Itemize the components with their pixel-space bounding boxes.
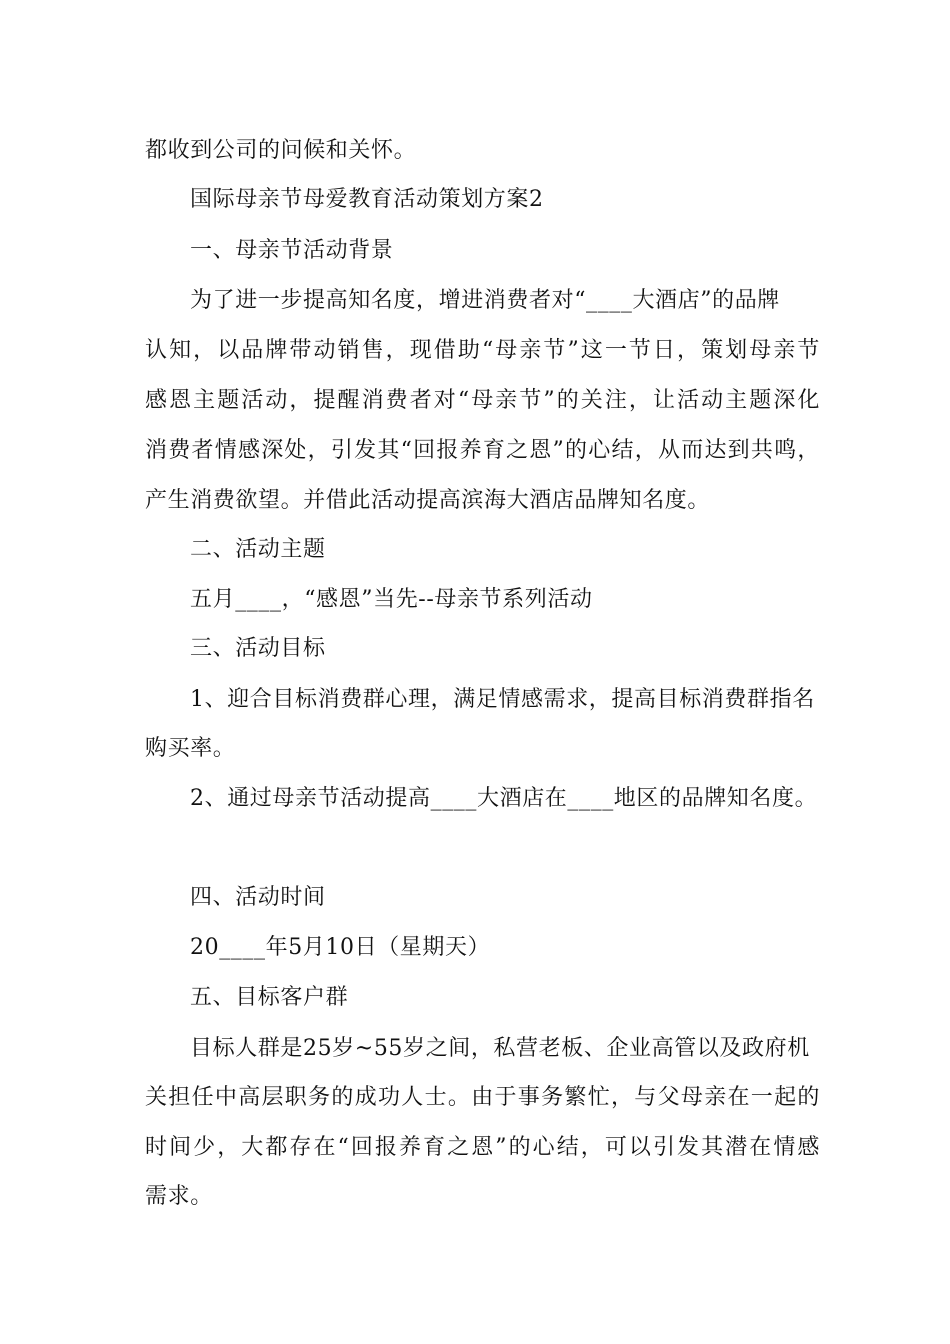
heading-background: 一、母亲节活动背景 bbox=[190, 238, 394, 263]
event-date: 20____年5月10日（星期天） bbox=[190, 935, 491, 960]
body-text-line: 购买率。 bbox=[145, 736, 236, 761]
body-text-line: 消费者情感深处，引发其“回报养育之恩”的心结，从而达到共鸣， bbox=[145, 438, 820, 463]
heading-goals: 三、活动目标 bbox=[190, 636, 326, 661]
body-text-line: 感恩主题活动，提醒消费者对“母亲节”的关注，让活动主题深化 bbox=[145, 388, 820, 413]
section-title: 国际母亲节母爱教育活动策划方案2 bbox=[190, 187, 544, 212]
goal-item: 2、通过母亲节活动提高____大酒店在____地区的品牌知名度。 bbox=[190, 786, 818, 811]
goal-item: 1、迎合目标消费群心理，满足情感需求，提高目标消费群指名 bbox=[190, 687, 815, 712]
body-text-line: 都收到公司的问候和关怀。 bbox=[145, 138, 417, 163]
body-text-line: 产生消费欲望。并借此活动提高滨海大酒店品牌知名度。 bbox=[145, 488, 711, 513]
heading-target-customers: 五、目标客户群 bbox=[190, 985, 349, 1010]
body-text-line: 时间少，大都存在“回报养育之恩”的心结，可以引发其潜在情感 bbox=[145, 1135, 820, 1160]
theme-text: 五月____，“感恩”当先--母亲节系列活动 bbox=[190, 587, 593, 612]
body-text-line: 关担任中高层职务的成功人士。由于事务繁忙，与父母亲在一起的 bbox=[145, 1085, 820, 1110]
body-text-line: 为了进一步提高知名度，增进消费者对“____大酒店”的品牌 bbox=[190, 288, 780, 313]
heading-time: 四、活动时间 bbox=[190, 885, 326, 910]
body-text-line: 认知，以品牌带动销售，现借助“母亲节”这一节日，策划母亲节 bbox=[145, 338, 820, 363]
body-text-line: 目标人群是25岁~55岁之间，私营老板、企业高管以及政府机 bbox=[190, 1036, 810, 1061]
body-text-line: 需求。 bbox=[145, 1184, 213, 1209]
heading-theme: 二、活动主题 bbox=[190, 537, 326, 562]
